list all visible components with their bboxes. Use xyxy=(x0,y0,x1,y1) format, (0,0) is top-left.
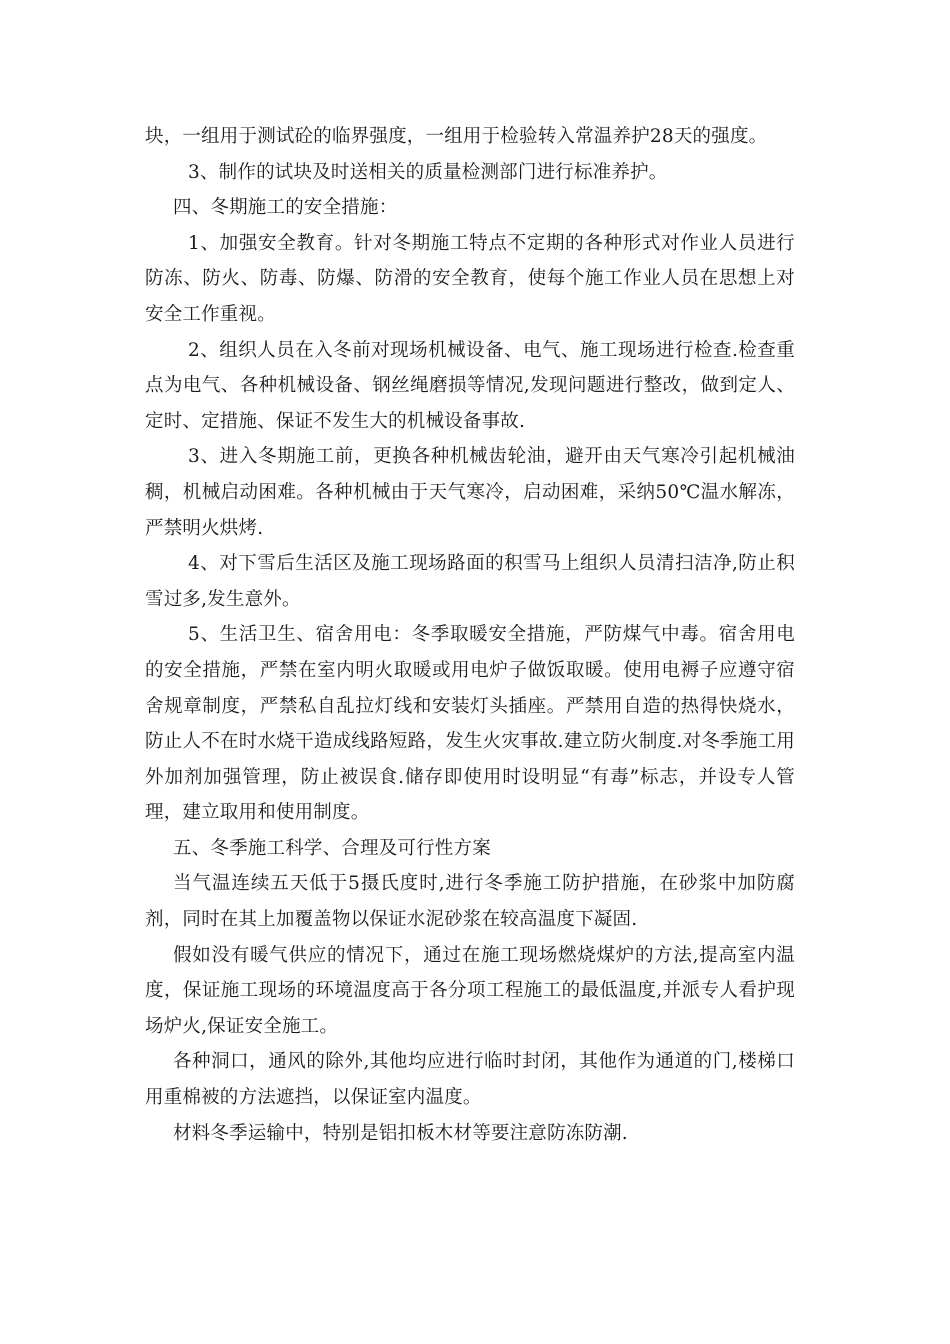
document-body xyxy=(145,119,795,1151)
section-heading-5: 五、冬季施工科学、合理及可行性方案 xyxy=(173,837,491,859)
paragraph-6: 4、对下雪后生活区及施工现场路面的积雪马上组织人员清扫洁净,防止积雪过多,发生意外。 xyxy=(145,553,795,610)
paragraph-8: 当气温连续五天低于5摄氏度时,进行冬季施工防护措施，在砂浆中加防腐剂，同时在其上加覆盖物以保证水泥砂浆在较高温度下凝固. xyxy=(145,873,795,931)
section-heading-4: 四、冬期施工的安全措施： xyxy=(173,197,398,219)
paragraph-5: 3、进入冬期施工前，更换各种机械齿轮油，避开由天气寒冷引起机械油稠，机械启动困难。各种机械由于天气寒冷，启动困难，采纳50℃温水解冻，严禁明火烘烤. xyxy=(145,446,795,539)
paragraph-1: 块，一组用于测试砼的临界强度，一组用于检验转入常温养护28天的强度。 xyxy=(145,126,768,147)
paragraph-4: 2、组织人员在入冬前对现场机械设备、电气、施工现场进行检查.检查重点为电气、各种机械设备、钢丝绳磨损等情况,发现问题进行整改，做到定人、定时、定措施、保证不发生大的机械设备事故. xyxy=(145,339,795,432)
paragraph-9: 假如没有暖气供应的情况下，通过在施工现场燃烧煤炉的方法,提高室内温度，保证施工现场的环境温度高于各分项工程施工的最低温度,并派专人看护现场炉火,保证安全施工。 xyxy=(145,944,795,1037)
paragraph-7: 5、生活卫生、宿舍用电：冬季取暖安全措施，严防煤气中毒。宿舍用电的安全措施，严禁在室内明火取暖或用电炉子做饭取暖。使用电褥子应遵守宿舍规章制度，严禁私自乱拉灯线和安装灯头插座。严禁用自造的热得快烧水，防止人不在时水烧干造成线路短路，发生火灾事故.建立防火制度.对冬季施工用外加剂加强管理，防止被误食.储存即使用时设明显“有毒”标志，并设专人管理，建立取用和使用制度。 xyxy=(145,624,795,824)
paragraph-11: 材料冬季运输中，特别是铝扣板木材等要注意防冻防潮. xyxy=(173,1122,628,1144)
paragraph-3: 1、加强安全教育。针对冬期施工特点不定期的各种形式对作业人员进行防冻、防火、防毒、防爆、防滑的安全教育，使每个施工作业人员在思想上对安全工作重视。 xyxy=(145,232,795,325)
paragraph-2: 3、制作的试块及时送相关的质量检测部门进行标准养护。 xyxy=(188,161,668,183)
paragraph-10: 各种洞口，通风的除外,其他均应进行临时封闭，其他作为通道的门,楼梯口用重棉被的方法遮挡，以保证室内温度。 xyxy=(145,1051,795,1109)
